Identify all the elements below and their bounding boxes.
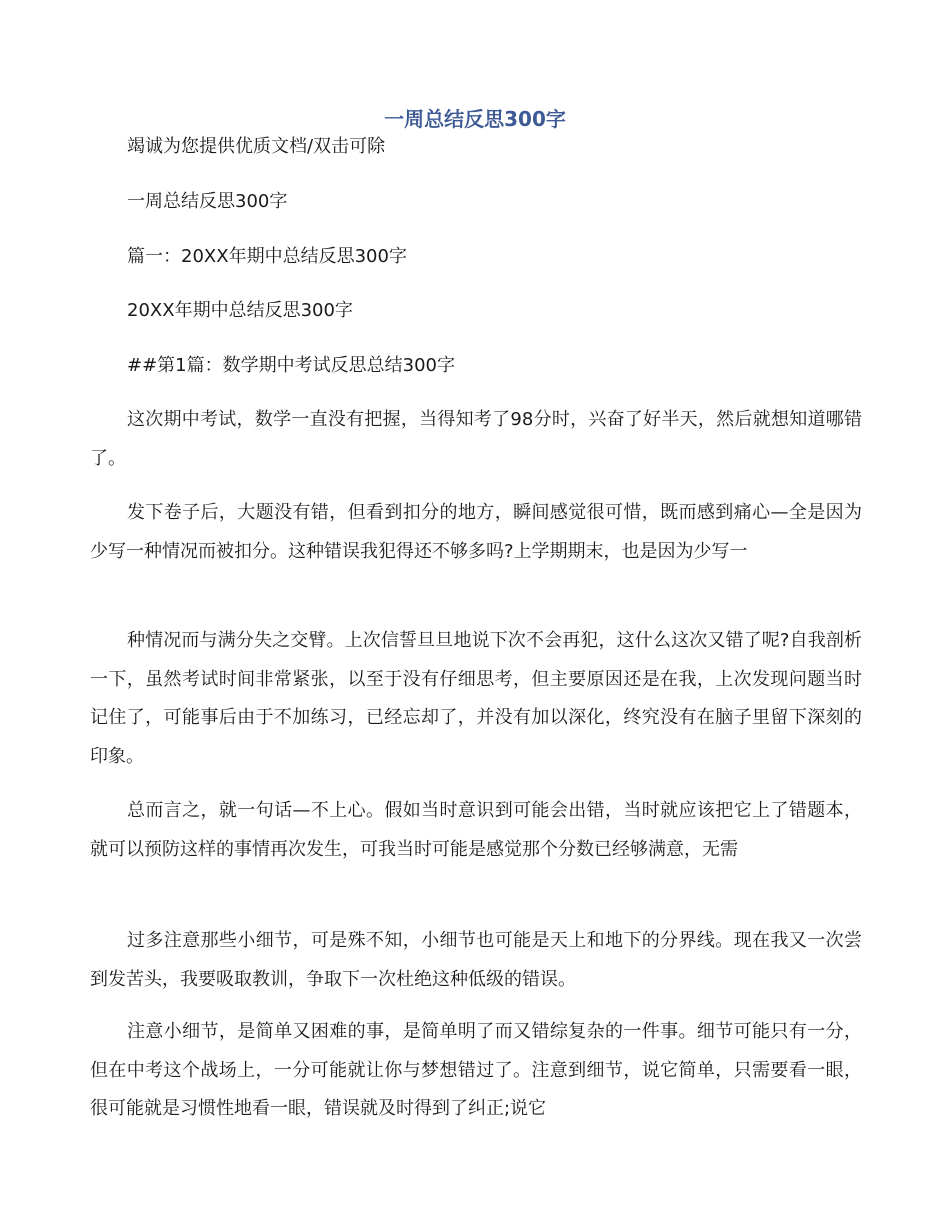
paragraph: 种情况而与满分失之交臂。上次信誓旦旦地说下次不会再犯，这什么这次又错了呢?自我剖析一下，虽然考试时间非常紧张，以至于没有仔细思考，但主要原因还是在我，上次发现问题当时记住了，可能事后由于不加练习，已经忘却了，并没有加以深化，终究没有在脑子里留下深刻的印象。 (90, 630, 862, 767)
paragraph: 注意小细节，是简单又困难的事，是简单明了而又错综复杂的一件事。细节可能只有一分，但在中考这个战场上，一分可能就让你与梦想错过了。注意到细节，说它简单，只需要看一眼，很可能就是习惯性地看一眼，错误就及时得到了纠正;说它 (90, 1021, 862, 1119)
header-line-chapter: 篇一：20XX年期中总结反思300字 (127, 246, 407, 267)
paragraph: 总而言之，就一句话—不上心。假如当时意识到可能会出错，当时就应该把它上了错题本，就可以预防这样的事情再次发生，可我当时可能是感觉那个分数已经够满意，无需 (90, 800, 862, 860)
document-title: 一周总结反思300字 (384, 107, 566, 131)
paragraph: 发下卷子后，大题没有错，但看到扣分的地方，瞬间感觉很可惜，既而感到痛心—全是因为少写一种情况而被扣分。这种错误我犯得还不够多吗?上学期期末，也是因为少写一 (90, 502, 862, 562)
paragraph: 过多注意那些小细节，可是殊不知，小细节也可能是天上和地下的分界线。现在我又一次尝到发苦头，我要吸取教训，争取下一次杜绝这种低级的错误。 (90, 930, 862, 990)
paragraph: 这次期中考试，数学一直没有把握，当得知考了98分时，兴奋了好半天，然后就想知道哪错了。 (90, 409, 862, 469)
header-line-section: ##第1篇：数学期中考试反思总结300字 (127, 355, 455, 376)
header-line-title: 一周总结反思300字 (127, 191, 288, 212)
header-line-promo: 竭诚为您提供优质文档/双击可除 (127, 136, 386, 157)
header-line-subtitle: 20XX年期中总结反思300字 (127, 300, 353, 321)
